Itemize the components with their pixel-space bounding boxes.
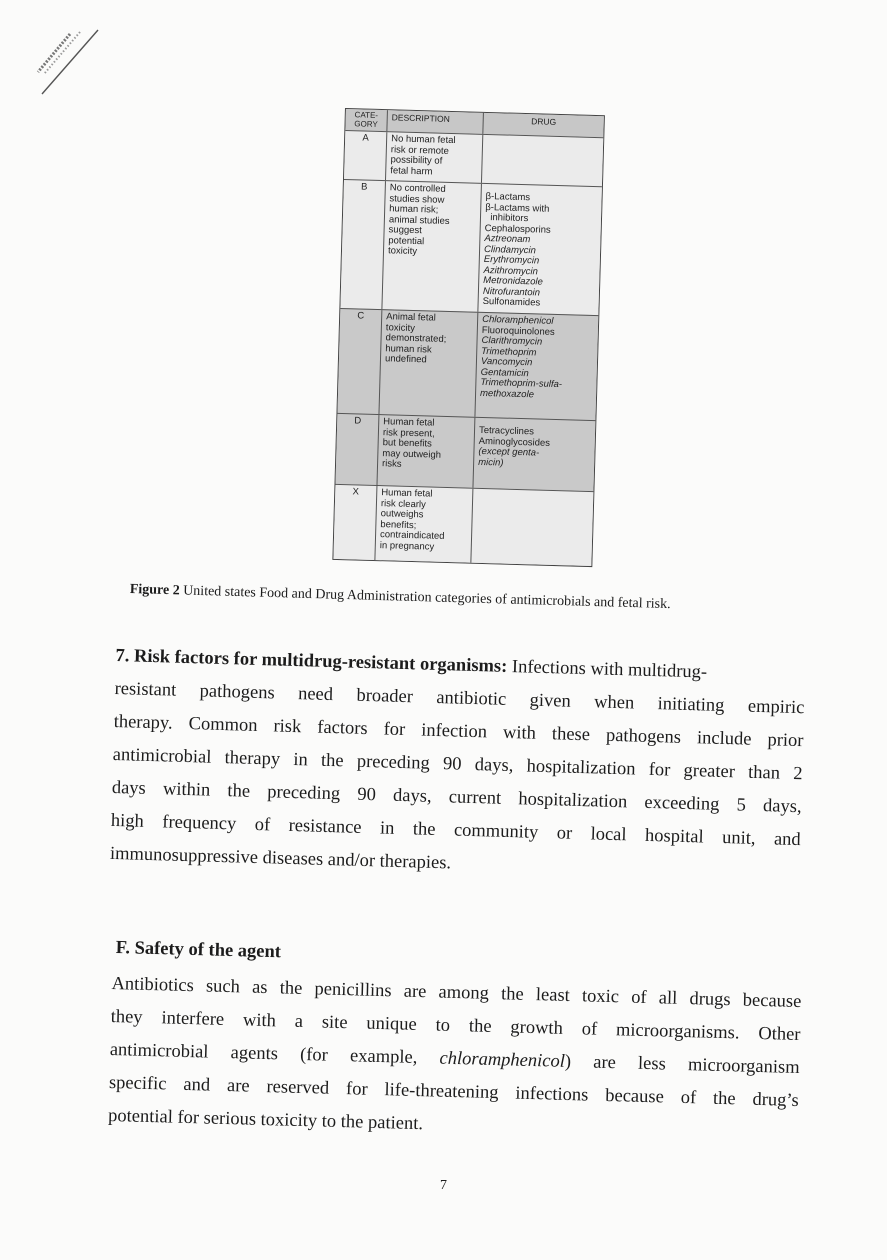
drug-term: chloramphenicol (439, 1048, 566, 1072)
drug-name: Trimethoprim-sulfa- (480, 376, 563, 391)
fda-category-table (332, 108, 605, 567)
page-number: 7 (440, 1178, 447, 1193)
line-text: antimicrobial agents (for example, (109, 1039, 440, 1069)
description-line: risk clearly (380, 497, 426, 510)
paragraph-line: Antibiotics such as the penicillins are among the least toxic of all drugs because (111, 973, 802, 1013)
drug-name: Fluoroquinolones (481, 324, 555, 338)
category-cell: D (336, 414, 380, 485)
description-line: risk or remote (390, 143, 450, 157)
drug-name: Clindamycin (483, 243, 537, 256)
description-line: in pregnancy (379, 539, 435, 553)
description-line: toxicity (385, 321, 416, 334)
drug-name: Metronidazole (483, 274, 544, 288)
description-line: No controlled (389, 182, 446, 195)
description-line: undefined (384, 353, 427, 366)
paragraph-line: immunosuppressive diseases and/or therapies. (109, 843, 452, 874)
figure-caption-text: United states Food and Drug Administration categories of antimicrobials and fetal risk. (179, 583, 671, 613)
drug-name: Gentamicin (480, 366, 529, 379)
description-line: human risk (385, 342, 432, 356)
table-row-d (336, 413, 596, 491)
drug-name: Aminoglycosides (478, 435, 551, 449)
table-row-a (344, 130, 603, 186)
description-line: contraindicated (379, 529, 445, 542)
drug-name: Trimethoprim (481, 345, 537, 358)
description-line: studies show (389, 192, 445, 206)
header-category (345, 109, 388, 131)
paragraph-line: antimicrobial therapy in the preceding 90 days, hospitalization for greater than 2 (112, 744, 803, 785)
description-line: toxicity (387, 245, 418, 258)
paragraph-line: they interfere with a site unique to the growth of microorganisms. Other (110, 1006, 801, 1046)
drug-name: Nitrofurantoin (482, 285, 541, 299)
drug-name: Clarithromycin (481, 334, 543, 348)
description-line: risks (381, 458, 402, 470)
paragraph-line: resistant pathogens need broader antibiotic given when initiating empiric (114, 678, 805, 719)
figure-caption (130, 582, 790, 616)
table-row-b (340, 179, 602, 315)
table-row-x (333, 484, 593, 566)
description-line: Human fetal (383, 416, 435, 429)
paragraph-line: potential for serious toxicity to the patient. (107, 1105, 424, 1135)
line-text: ) are less microorganism (564, 1051, 800, 1079)
description-cell (379, 310, 478, 417)
category-cell: A (344, 131, 387, 180)
description-line: animal studies (388, 213, 450, 227)
drug-name: Vancomycin (480, 355, 533, 369)
description-line: but benefits (382, 437, 432, 450)
drug-name: Tetracyclines (478, 424, 535, 438)
paragraph-line: high frequency of resistance in the community or local hospital unit, and (110, 810, 801, 851)
table-row-c (337, 308, 598, 420)
category-cell: X (333, 485, 377, 560)
section-7-paragraph (110, 640, 806, 890)
description-line: Human fetal (381, 487, 433, 500)
drug-cell (482, 135, 603, 186)
scan-mark-icon (30, 28, 100, 98)
drug-cell (478, 184, 602, 315)
header-description: DESCRIPTION (387, 110, 484, 134)
drug-name: Erythromycin (483, 253, 540, 267)
drug-name: methoxazole (479, 387, 535, 400)
drug-name: Azithromycin (483, 264, 539, 277)
description-cell (375, 486, 473, 563)
paragraph-line: therapy. Common risk factors for infection with these pathogens include prior (113, 711, 804, 752)
drug-cell (473, 418, 595, 491)
drug-name: (except genta- (478, 445, 540, 459)
description-line: possibility of (390, 154, 443, 167)
description-cell (382, 181, 482, 312)
drug-name: Aztreonam (484, 232, 531, 246)
drug-cell (471, 489, 593, 566)
figure-label: Figure 2 (129, 582, 180, 599)
drug-name: micin) (478, 456, 504, 469)
description-cell (377, 415, 475, 488)
drug-name: Chloramphenicol (481, 313, 554, 327)
description-line: may outweigh (382, 447, 442, 461)
drug-name: Sulfonamides (482, 295, 541, 309)
description-line: No human fetal (391, 133, 456, 147)
description-line: risk present, (382, 426, 435, 440)
drug-name: Cephalosporins (484, 222, 551, 236)
drug-name: inhibitors (484, 211, 529, 225)
header-drug: DRUG (531, 116, 557, 127)
description-line: fetal harm (390, 164, 433, 177)
description-line: suggest (388, 224, 423, 237)
description-line: human risk; (389, 203, 439, 216)
description-line: Animal fetal (386, 311, 436, 324)
description-line: demonstrated; (385, 332, 447, 345)
category-cell: C (337, 309, 382, 414)
paragraph-line: days within the preceding 90 days, current hospitalization exceeding 5 days, (111, 777, 802, 818)
drug-name: β-Lactams with (485, 201, 550, 215)
section-f-paragraph (108, 968, 802, 1151)
description-cell (386, 132, 483, 183)
category-cell: B (340, 180, 386, 309)
header-category-text: CATE- GORY (354, 110, 379, 129)
section-7-heading: 7. Risk factors for multidrug-resistant organisms: (115, 645, 508, 677)
line-text: Infections with multidrug- (507, 656, 708, 683)
description-line: outweighs (380, 508, 424, 521)
description-line: potential (388, 234, 425, 247)
section-f-heading: F. Safety of the agent (115, 938, 282, 963)
drug-cell (475, 313, 598, 420)
description-line: benefits; (380, 518, 417, 531)
paragraph-line: specific and are reserved for life-threatening infections because of the drug’s (108, 1072, 800, 1112)
drug-name: β-Lactams (485, 190, 531, 204)
